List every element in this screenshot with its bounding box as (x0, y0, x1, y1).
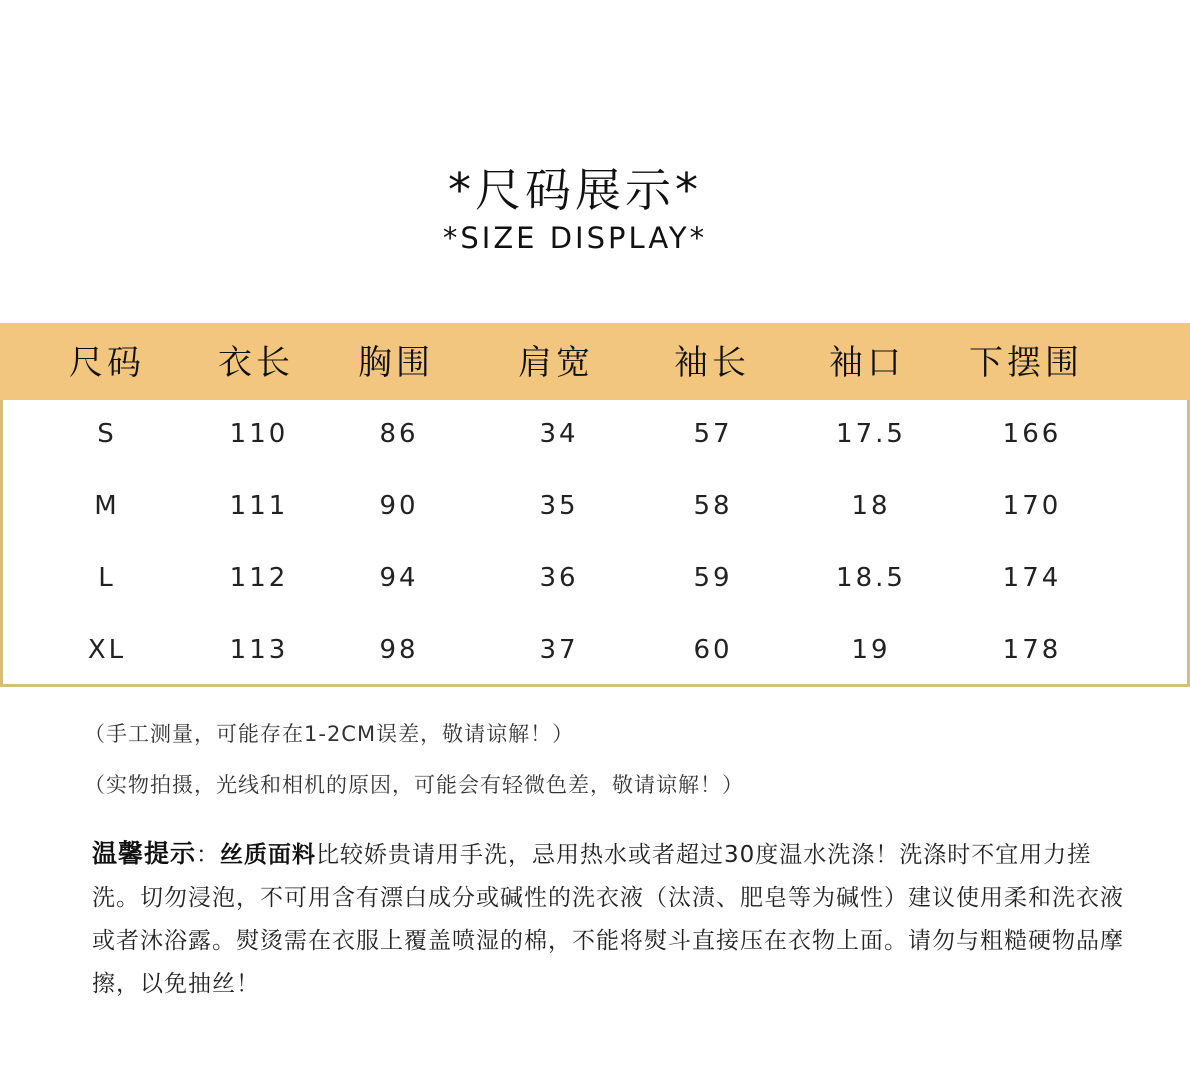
cell-length: 113 (229, 635, 289, 665)
table-row (3, 400, 1190, 472)
cell-length: 111 (229, 491, 289, 521)
cell-cuff: 17.5 (836, 419, 906, 449)
cell-chest: 94 (379, 563, 419, 593)
cell-hem: 170 (1002, 491, 1062, 521)
table-row (3, 472, 1190, 544)
cell-sleeve-length: 57 (693, 419, 733, 449)
cell-size: M (94, 491, 120, 521)
table-row (3, 616, 1190, 688)
cell-size: S (97, 419, 117, 449)
page-subtitle: *SIZE DISPLAY* (442, 221, 708, 255)
cell-size: L (98, 563, 116, 593)
cell-shoulder: 36 (539, 563, 579, 593)
cell-sleeve-length: 58 (693, 491, 733, 521)
header-cuff: 袖口 (829, 343, 905, 383)
cell-cuff: 18.5 (836, 563, 906, 593)
cell-chest: 90 (379, 491, 419, 521)
cell-hem: 166 (1002, 419, 1062, 449)
cell-cuff: 18 (851, 491, 891, 521)
cell-sleeve-length: 59 (693, 563, 733, 593)
table-header (0, 323, 1190, 400)
table-body (0, 400, 1190, 687)
header-size: 尺码 (69, 343, 145, 383)
color-note: （实物拍摄，光线和相机的原因，可能会有轻微色差，敬请谅解！） (84, 773, 744, 797)
cell-shoulder: 34 (539, 419, 579, 449)
care-material: 丝质面料 (220, 842, 317, 868)
size-table (0, 323, 1190, 687)
cell-length: 112 (229, 563, 289, 593)
page-title: *尺码展示* (448, 163, 702, 217)
header-chest: 胸围 (358, 343, 434, 383)
header-sleeve-length: 袖长 (674, 343, 750, 383)
cell-shoulder: 35 (539, 491, 579, 521)
cell-chest: 98 (379, 635, 419, 665)
measurement-note: （手工测量，可能存在1-2CM误差，敬请谅解！） (84, 722, 575, 746)
cell-size: XL (87, 635, 127, 665)
cell-sleeve-length: 60 (693, 635, 733, 665)
header-shoulder: 肩宽 (518, 343, 594, 383)
care-separator: ： (196, 842, 221, 868)
cell-shoulder: 37 (539, 635, 579, 665)
cell-cuff: 19 (851, 635, 891, 665)
header-length: 衣长 (218, 343, 294, 383)
table-row (3, 544, 1190, 616)
header-hem: 下摆围 (969, 343, 1083, 383)
care-label: 温馨提示 (92, 839, 197, 868)
cell-chest: 86 (379, 419, 419, 449)
cell-hem: 174 (1002, 563, 1062, 593)
care-text: 比较娇贵请用手洗，忌用热水或者超过30度温水洗涤！洗涤时不宜用力搓洗。切勿浸泡，不可用含有漂白成分或碱性的洗衣液（汰渍、肥皂等为碱性）建议使用柔和洗衣液或者沐浴露。熨烫需在衣服上覆盖喷湿的棉，不能将熨斗直接压在衣物上面。请勿与粗糙硬物品摩擦，以免抽丝！ (92, 842, 1124, 997)
cell-length: 110 (229, 419, 289, 449)
cell-hem: 178 (1002, 635, 1062, 665)
care-instructions (92, 832, 1132, 1006)
